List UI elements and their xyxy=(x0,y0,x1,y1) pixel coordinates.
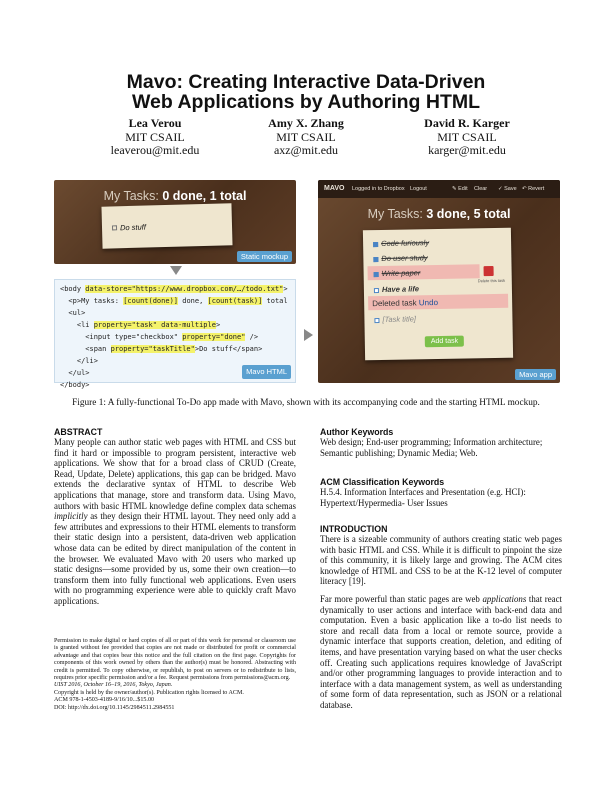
task-label[interactable]: Write paper xyxy=(381,268,421,278)
figure-caption: Figure 1: A fully-functional To-Do app made with Mavo, shown with its accompanying code and the starting HTML mockup. xyxy=(72,398,540,408)
code-line xyxy=(60,307,290,319)
login-status: Logged in to Dropbox xyxy=(352,186,405,192)
deleted-label: Deleted task xyxy=(372,298,417,309)
clear-button[interactable]: Clear xyxy=(474,186,488,192)
code-text: </li> xyxy=(60,357,98,365)
code-line xyxy=(60,283,290,295)
author-3 xyxy=(392,117,542,158)
task-item[interactable] xyxy=(374,284,419,294)
author-2 xyxy=(231,117,381,158)
code-text: <p>My tasks: xyxy=(60,297,124,305)
task-label[interactable]: [Task title] xyxy=(382,314,417,324)
mockup-header-prefix: My Tasks: xyxy=(103,189,163,203)
arrow-right-icon xyxy=(304,329,313,341)
add-task-button[interactable]: Add task xyxy=(425,336,464,348)
code-text: <ul> xyxy=(60,309,86,317)
logout-button[interactable]: Logout xyxy=(410,186,427,192)
deleted-task xyxy=(372,298,438,308)
abstract-section xyxy=(54,427,296,607)
app-header xyxy=(318,207,560,221)
code-text: <body xyxy=(60,285,86,293)
code-text: </ul> xyxy=(60,369,90,377)
author-name: Lea Verou xyxy=(128,116,182,130)
title-line-1: Mavo: Creating Interactive Data-Driven xyxy=(126,71,486,93)
arrow-down-icon xyxy=(170,266,182,275)
mockup-paper xyxy=(101,203,232,248)
author-affiliation: MIT CSAIL xyxy=(437,129,497,144)
task-label[interactable]: Do user study xyxy=(381,253,428,263)
abstract-emphasis: implicitly xyxy=(54,511,88,522)
code-line xyxy=(60,343,290,355)
introduction-heading: INTRODUCTION xyxy=(320,524,388,534)
copyright: Copyright is held by the owner/author(s). Publication rights licensed to ACM. xyxy=(54,689,244,696)
code-text: /> xyxy=(245,333,259,341)
code-highlight: property="task" data-multiple xyxy=(93,321,216,329)
code-text: total xyxy=(262,297,288,305)
intro-p2-a: Far more powerful than static pages are web xyxy=(320,593,483,604)
app-header-count: 3 done, 5 total xyxy=(426,207,511,221)
permission-text: Permission to make digital or hard copies of all or part of this work for personal or classroom use is granted without fee provided that copies are not made or distributed for profit or commercial advantage and that copies bear this notice and the full citation on the first page. Copyrights for components of this work owned by others than the author(s) must be honored. Abstracting with credit is permitted. To copy otherwise, or republish, to post on servers or to redistribute to lists, requires prior specific permission and/or a fee. Request permissions from permissions@acm.org. xyxy=(54,638,296,682)
checkbox-icon xyxy=(112,225,117,230)
mavo-logo: MAVO xyxy=(324,185,345,192)
undo-link[interactable]: Undo xyxy=(418,298,439,308)
intro-p2-b: that react dynamically to user actions and interface with back-end data and computation. Even a basic application like a to-do list needs to store and recall data from a local or remote source, provide a dynamic interface that supports creation, deletion, and editing of items, and have presentation varying based on what the user checks off. Creating such applications requires knowledge of JavaScript and/or other programming languages to provide interaction and to interface with a data management system, as well as understanding of some form of data representation, such as JSON or a relational database. xyxy=(320,593,562,710)
code-line xyxy=(60,319,290,331)
revert-button[interactable]: ↶ Revert xyxy=(522,186,545,192)
code-highlight: [count(done)] xyxy=(123,297,179,305)
mockup-task xyxy=(112,223,146,233)
code-text: > xyxy=(215,321,221,329)
mockup-task-label: Do stuff xyxy=(119,222,146,233)
edit-button[interactable]: ✎ Edit xyxy=(452,186,468,192)
title-line-2: Web Applications by Authoring HTML xyxy=(131,91,481,113)
mavo-html-tag: Mavo HTML xyxy=(242,365,291,379)
code-text: <span xyxy=(60,345,111,353)
code-line xyxy=(60,295,290,307)
code-highlight: property="done" xyxy=(182,333,246,341)
author-name: Amy X. Zhang xyxy=(268,116,344,130)
author-1 xyxy=(80,117,230,158)
author-name: David R. Karger xyxy=(424,116,510,130)
task-label[interactable]: Have a life xyxy=(381,284,420,294)
abstract-text-2: as they design their HTML layout. They need only add a few attributes and expressions to their HTML elements to transform their static design into a persistent, data-driven web application whose data can be edited by direct manipulation of the content in the browser. We evaluated Mavo with 20 users who marked up static designs—some provided by us, some their own creation—to transform them into fully functional web applications. Even users with no programming experience were able to quickly craft Mavo applications. xyxy=(54,511,296,606)
author-keywords-section xyxy=(320,427,562,458)
delete-icon[interactable] xyxy=(484,266,494,276)
isbn: ACM 978-1-4503-4189-9/16/10...$15.00 xyxy=(54,697,155,704)
delete-hint: Delete this task xyxy=(477,277,506,284)
checkbox-icon[interactable] xyxy=(374,272,379,277)
acm-text: H.5.4. Information Interfaces and Presentation (e.g. HCI): Hypertext/Hypermedia- User Issues xyxy=(320,487,526,508)
code-text: </body> xyxy=(60,381,90,389)
mockup-header-count: 0 done, 1 total xyxy=(162,189,247,203)
code-highlight: property="taskTitle" xyxy=(110,345,195,353)
checkbox-icon[interactable] xyxy=(374,318,379,323)
intro-p2-emphasis: applications xyxy=(482,593,527,604)
mavo-app-tag: Mavo app xyxy=(515,369,556,380)
abstract-heading: ABSTRACT xyxy=(54,427,103,437)
task-item[interactable] xyxy=(374,268,421,278)
task-item[interactable] xyxy=(373,238,429,248)
app-header-prefix: My Tasks: xyxy=(367,207,427,221)
permission-block xyxy=(54,638,296,712)
intro-paragraph-2 xyxy=(320,594,562,711)
static-mockup-tag: Static mockup xyxy=(237,251,292,262)
author-affiliation: MIT CSAIL xyxy=(276,129,336,144)
code-text: > xyxy=(283,285,288,293)
code-line xyxy=(60,379,290,391)
code-text: <input type="checkbox" xyxy=(60,333,183,341)
paper-title xyxy=(0,72,612,112)
venue: UIST 2016, October 16–19, 2016, Tokyo, Japan. xyxy=(54,682,173,689)
doi: DOI: http://dx.doi.org/10.1145/2984511.2984551 xyxy=(54,704,175,711)
code-line xyxy=(60,331,290,343)
abstract-text xyxy=(54,437,296,607)
mockup-header xyxy=(54,189,296,203)
code-highlight: data-store="https://www.dropbox.com/…/todo.txt" xyxy=(85,285,284,293)
checkbox-icon[interactable] xyxy=(373,242,378,247)
mavo-app-panel xyxy=(318,180,560,383)
task-label[interactable]: Code furiously xyxy=(381,238,430,248)
author-email: karger@mit.edu xyxy=(428,143,506,157)
static-mockup-panel xyxy=(54,180,296,264)
checkbox-icon[interactable] xyxy=(373,257,378,262)
author-email: leaverou@mit.edu xyxy=(110,143,200,157)
checkbox-icon[interactable] xyxy=(374,288,379,293)
code-text: >Do stuff</span> xyxy=(194,345,263,353)
author-email: axz@mit.edu xyxy=(273,143,339,157)
app-paper xyxy=(363,228,513,361)
introduction-section xyxy=(320,524,562,711)
code-block xyxy=(54,279,296,389)
intro-paragraph-1: There is a sizeable community of authors creating static web pages with basic HTML and CSS. While it is difficult to pinpoint the size of this community, it is likely large and growing. The ACM cites knowledge of HTML and CSS to be at the K-12 level of computer literacy [19]. xyxy=(320,534,562,587)
acm-heading: ACM Classification Keywords xyxy=(320,477,445,487)
author-affiliation: MIT CSAIL xyxy=(125,129,185,144)
task-item[interactable] xyxy=(374,314,416,324)
abstract-text-1: Many people can author static web pages with HTML and CSS but find it hard or impossible to program persistent, interactive web applications. We show that for a broad class of CRUD (Create, Read, Update, Delete) applications, this gap can be bridged. Mavo extends the declarative syntax of HTML to describe Web applications that manage, store and transform data. Using Mavo, authors with basic HTML knowledge define complex data schemas xyxy=(54,437,296,511)
author-keywords-heading: Author Keywords xyxy=(320,427,394,437)
task-item[interactable] xyxy=(373,253,427,263)
save-button[interactable]: ✓ Save xyxy=(498,186,517,192)
code-text: <li xyxy=(60,321,94,329)
author-keywords-text: Web design; End-user programming; Information architecture; Semantic publishing; Dynamic Media; Web. xyxy=(320,437,543,458)
code-highlight: [count(task)] xyxy=(207,297,263,305)
mavo-toolbar xyxy=(318,180,560,198)
acm-section xyxy=(320,477,562,508)
code-text: done, xyxy=(178,297,208,305)
